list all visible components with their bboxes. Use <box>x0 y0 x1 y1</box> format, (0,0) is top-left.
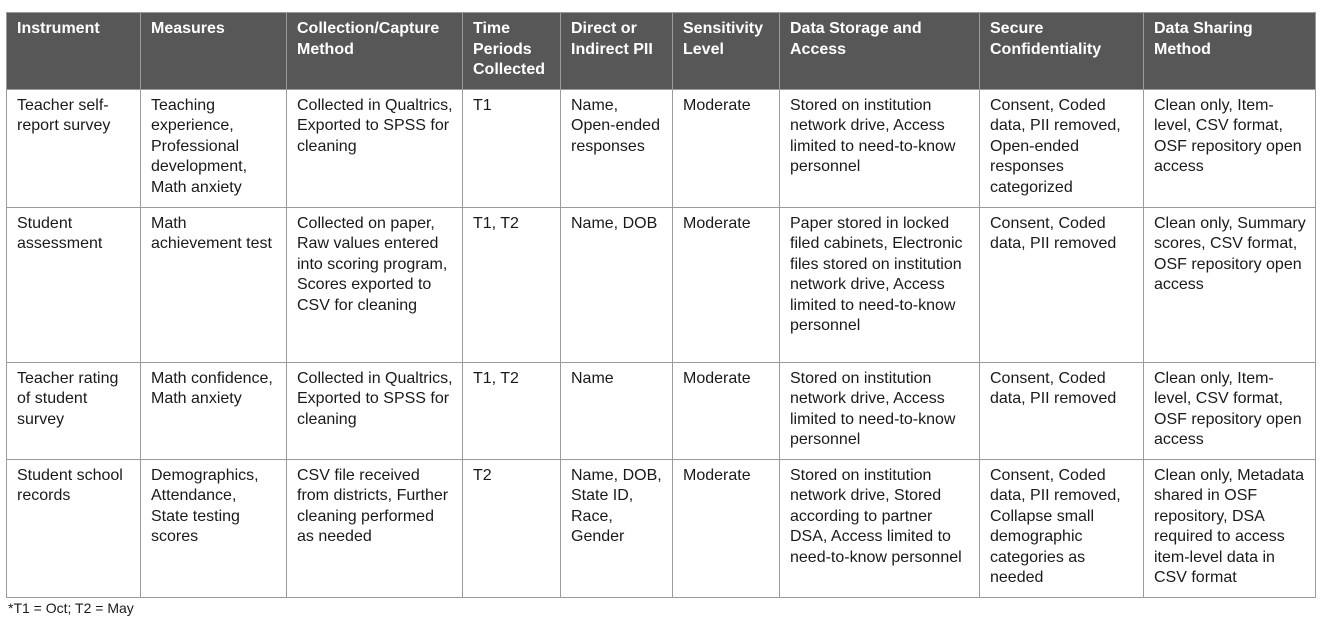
table-cell: Clean only, Summary scores, CSV format, OSF repository open access <box>1144 207 1316 362</box>
table-cell: Consent, Coded data, PII removed, Open-ended responses categorized <box>980 89 1144 207</box>
table-cell: Paper stored in locked filed cabinets, Electronic files stored on institution network drive, Access limited to need-to-know personnel <box>780 207 980 362</box>
table-cell: Consent, Coded data, PII removed, Collapse small demographic categories as needed <box>980 459 1144 597</box>
table-row <box>7 89 1316 207</box>
table-cell: Name, Open-ended responses <box>561 89 673 207</box>
table-cell: T1 <box>463 89 561 207</box>
table-cell: Teacher rating of student survey <box>7 362 141 459</box>
table-row <box>7 362 1316 459</box>
table-cell: Moderate <box>673 207 780 362</box>
header-storage-access: Data Storage and Access <box>780 13 980 90</box>
table-cell: Collected on paper, Raw values entered into scoring program, Scores exported to CSV for cleaning <box>287 207 463 362</box>
table-cell: CSV file received from districts, Further cleaning performed as needed <box>287 459 463 597</box>
table-cell: T1, T2 <box>463 362 561 459</box>
table-cell: T2 <box>463 459 561 597</box>
table-cell: Name, DOB <box>561 207 673 362</box>
table-cell: Teaching experience, Professional development, Math anxiety <box>141 89 287 207</box>
table-cell: Clean only, Item-level, CSV format, OSF repository open access <box>1144 89 1316 207</box>
table-cell: Collected in Qualtrics, Exported to SPSS for cleaning <box>287 362 463 459</box>
table-cell: Student assessment <box>7 207 141 362</box>
header-instrument: Instrument <box>7 13 141 90</box>
header-row <box>7 13 1316 90</box>
header-time-periods: Time Periods Collected <box>463 13 561 90</box>
header-sensitivity: Sensitivity Level <box>673 13 780 90</box>
table-cell: Stored on institution network drive, Access limited to need-to-know personnel <box>780 89 980 207</box>
table-cell: Math achievement test <box>141 207 287 362</box>
table-row <box>7 207 1316 362</box>
table-cell: Name, DOB, State ID, Race, Gender <box>561 459 673 597</box>
header-confidentiality: Secure Confidentiality <box>980 13 1144 90</box>
table-cell: Consent, Coded data, PII removed <box>980 362 1144 459</box>
header-collection-method: Collection/Capture Method <box>287 13 463 90</box>
table-cell: Name <box>561 362 673 459</box>
table-cell: Stored on institution network drive, Stored according to partner DSA, Access limited to need-to-know personnel <box>780 459 980 597</box>
table-cell: Moderate <box>673 362 780 459</box>
data-management-table <box>6 12 1316 598</box>
table-row <box>7 459 1316 597</box>
table-cell: T1, T2 <box>463 207 561 362</box>
table-cell: Teacher self-report survey <box>7 89 141 207</box>
table-cell: Student school records <box>7 459 141 597</box>
header-pii: Direct or Indirect PII <box>561 13 673 90</box>
table-cell: Moderate <box>673 89 780 207</box>
header-sharing-method: Data Sharing Method <box>1144 13 1316 90</box>
table-cell: Math confidence, Math anxiety <box>141 362 287 459</box>
table-cell: Collected in Qualtrics, Exported to SPSS for cleaning <box>287 89 463 207</box>
table-cell: Demographics, Attendance, State testing scores <box>141 459 287 597</box>
table-cell: Clean only, Item-level, CSV format, OSF repository open access <box>1144 362 1316 459</box>
table-cell: Clean only, Metadata shared in OSF repository, DSA required to access item-level data in CSV format <box>1144 459 1316 597</box>
table-cell: Consent, Coded data, PII removed <box>980 207 1144 362</box>
table-cell: Moderate <box>673 459 780 597</box>
header-measures: Measures <box>141 13 287 90</box>
table-cell: Stored on institution network drive, Access limited to need-to-know personnel <box>780 362 980 459</box>
footnote: *T1 = Oct; T2 = May <box>8 600 134 616</box>
